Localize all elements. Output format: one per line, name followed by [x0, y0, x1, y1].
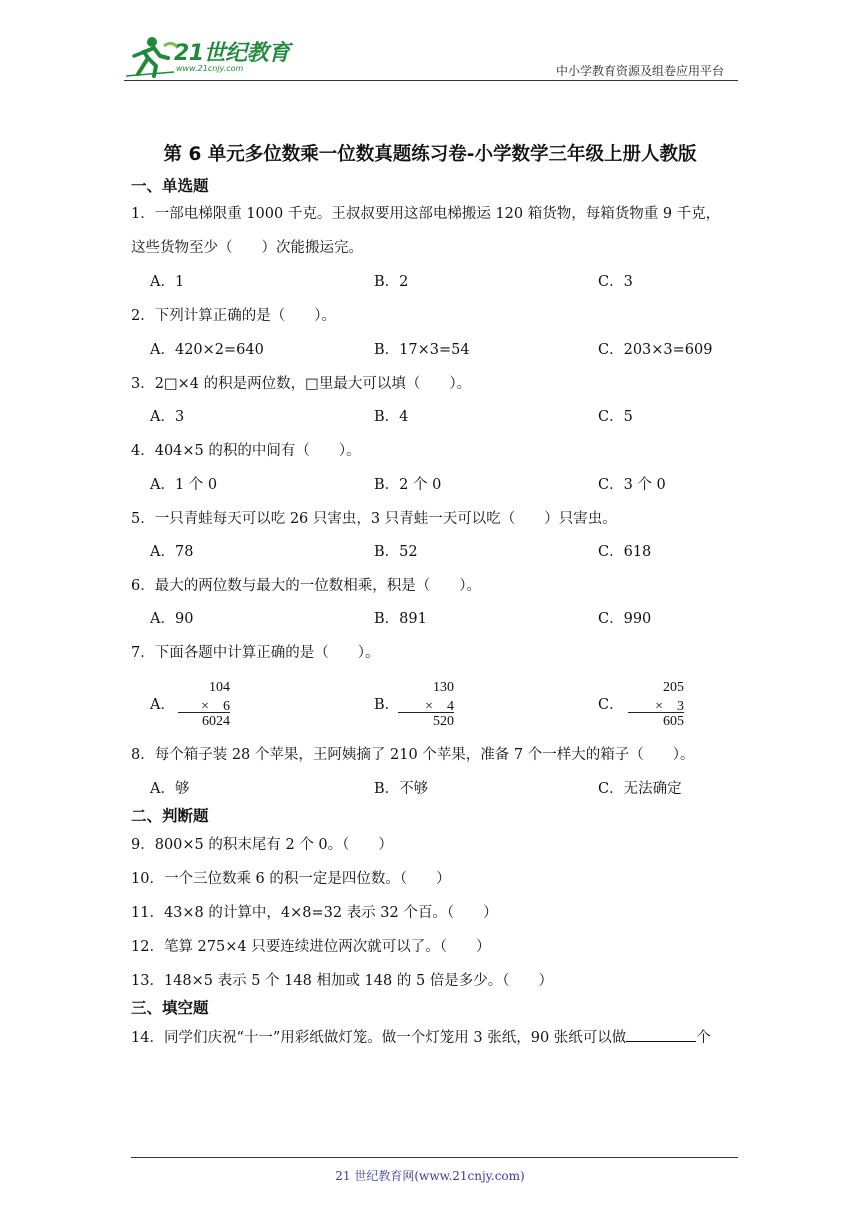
question-1-option-a: A．1	[150, 274, 185, 290]
calc-a-result: 6024	[202, 714, 230, 729]
question-2: 2．下列计算正确的是（ ）。	[131, 308, 336, 324]
question-1-line-1: 1．一部电梯限重 1000 千克。王叔叔要用这部电梯搬运 120 箱货物，每箱货物重 9 千克，	[131, 206, 721, 222]
question-5-option-c: C．618	[598, 544, 652, 560]
question-2-option-b: B．17×3=54	[374, 342, 470, 358]
question-6: 6．最大的两位数与最大的一位数相乘，积是（ ）。	[131, 578, 481, 594]
question-4-option-c: C．3 个 0	[598, 477, 666, 493]
section-heading-fill-blank: 三、填空题	[131, 999, 209, 1017]
question-1-option-b: B．2	[374, 274, 409, 290]
footer-divider	[131, 1157, 738, 1158]
calc-b-multiplier: × 4	[425, 699, 454, 714]
question-5: 5．一只青蛙每天可以吃 26 只害虫，3 只青蛙一天可以吃（ ）只害虫。	[131, 511, 617, 527]
logo-url: www.21cnjy.com	[176, 64, 244, 73]
question-7-vertical-calc-b	[398, 680, 454, 730]
question-7: 7．下面各题中计算正确的是（ ）。	[131, 645, 380, 661]
calc-c-multiplicand: 205	[663, 680, 684, 695]
question-3-option-c: C．5	[598, 409, 633, 425]
header-divider	[124, 80, 738, 81]
question-7-vertical-calc-c	[628, 680, 684, 730]
question-14-text: 14．同学们庆祝“十一”用彩纸做灯笼。做一个灯笼用 3 张纸，90 张纸可以做	[131, 1030, 627, 1046]
calc-a-multiplier: × 6	[201, 699, 230, 714]
question-8-option-b: B．不够	[374, 781, 429, 797]
question-8: 8．每个箱子装 28 个苹果，王阿姨摘了 210 个苹果，准备 7 个一样大的箱子（ ）。	[131, 747, 695, 763]
question-3: 3．2□×4 的积是两位数，□里最大可以填（ ）。	[131, 376, 472, 392]
question-14	[131, 1026, 711, 1047]
question-4-option-b: B．2 个 0	[374, 477, 442, 493]
question-12: 12．笔算 275×4 只要连续进位两次就可以了。（ ）	[131, 939, 491, 955]
question-7-option-b-label: B．	[374, 697, 400, 713]
question-4-option-a: A．1 个 0	[150, 477, 218, 493]
question-6-option-b: B．891	[374, 611, 427, 627]
section-heading-single-choice: 一、单选题	[131, 177, 209, 195]
answer-blank[interactable]	[626, 1027, 696, 1042]
header-platform-text: 中小学教育资源及组卷应用平台	[555, 64, 724, 78]
calc-b-result: 520	[433, 714, 454, 729]
question-10: 10．一个三位数乘 6 的积一定是四位数。（ ）	[131, 871, 451, 887]
calc-a-rule	[178, 712, 230, 713]
page-title: 第 6 单元多位数乘一位数真题练习卷-小学数学三年级上册人教版	[163, 144, 697, 165]
question-8-option-a: A．够	[150, 781, 190, 797]
question-6-option-a: A．90	[150, 611, 194, 627]
question-14-unit: 个	[696, 1030, 711, 1046]
question-2-option-a: A．420×2=640	[150, 342, 264, 358]
question-7-option-a-label: A．	[150, 697, 175, 713]
section-heading-true-false: 二、判断题	[131, 807, 209, 825]
question-13: 13．148×5 表示 5 个 148 相加或 148 的 5 倍是多少。（ ）	[131, 973, 554, 989]
calc-b-multiplicand: 130	[433, 680, 454, 695]
question-9: 9．800×5 的积末尾有 2 个 0。（ ）	[131, 837, 393, 853]
question-1-option-c: C．3	[598, 274, 633, 290]
question-3-option-a: A．3	[150, 409, 185, 425]
calc-c-result: 605	[663, 714, 684, 729]
question-11: 11．43×8 的计算中，4×8=32 表示 32 个百。（ ）	[131, 905, 498, 921]
question-7-vertical-calc-a	[178, 680, 230, 730]
calc-a-multiplicand: 104	[209, 680, 230, 695]
question-6-option-c: C．990	[598, 611, 652, 627]
footer-text: 21 世纪教育网(www.21cnjy.com)	[335, 1169, 525, 1183]
question-1-line-2: 这些货物至少（ ）次能搬运完。	[131, 240, 363, 256]
calc-b-rule	[398, 712, 454, 713]
question-4: 4．404×5 的积的中间有（ ）。	[131, 443, 361, 459]
question-3-option-b: B．4	[374, 409, 409, 425]
question-2-option-c: C．203×3=609	[598, 342, 713, 358]
question-5-option-b: B．52	[374, 544, 418, 560]
calc-c-multiplier: × 3	[655, 699, 684, 714]
question-5-option-a: A．78	[150, 544, 194, 560]
calc-c-rule	[628, 712, 684, 713]
question-7-option-c-label: C．	[598, 697, 624, 713]
logo-text: 21世纪教育	[174, 41, 290, 66]
question-8-option-c: C．无法确定	[598, 781, 682, 797]
